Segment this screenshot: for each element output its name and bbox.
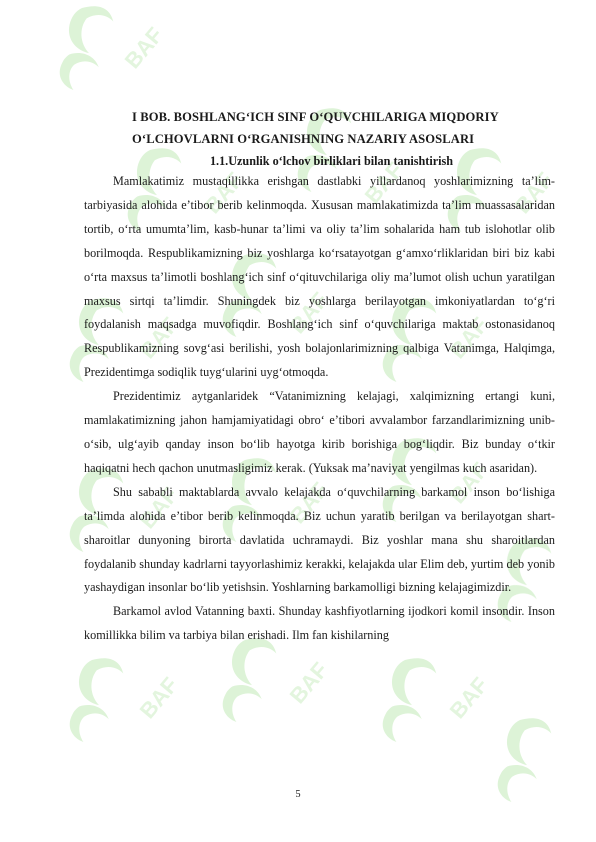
- document-page: [84, 106, 555, 648]
- watermark-text: BAF: [134, 672, 183, 724]
- page-number: 5: [295, 789, 301, 800]
- watermark-text: BAF: [359, 157, 408, 209]
- watermark-text: BAF: [199, 167, 248, 219]
- watermark-text: BAF: [444, 312, 493, 364]
- watermark-text: BAF: [444, 672, 493, 724]
- watermark-text: BAF: [284, 657, 333, 709]
- paragraph-4: Barkamol avlod Vatanning baxti. Shunday kashfiyotlarning ijodkori komil insondir. Inson komillikka bilim va tarbiya bilan erishadi. Ilm fan kishilarning: [84, 604, 555, 643]
- watermark-text: BAF: [509, 167, 558, 219]
- chapter-title-line-2: O‘LCHOVLARNI O‘RGANISHNING NAZARIY ASOSLARI: [132, 132, 475, 146]
- paragraph-1: Mamlakatimiz mustaqillikka erishgan dastlabki yillardanoq yoshlarimizning ta’lim-tarbiyasida alohida e’tibor berib kelinmoqda. Xususan mamlakatimizda ta’lim muassasalaridan tortib, o‘rta umumta’lim, kasb-hunar ta’limi va oliy ta’lim sohalarida ham tub islohotlar olib borilmoqda. Respublikamizning biz yoshlarga ko‘rsatayotgan g‘amxo‘rliklaridan biri biz kabi o‘rta maxsus ta’limotli boshlang‘ich sinf o‘qituvchilariga oliy ma’lumot olish uchun yaratilgan maxsus sirtqi ta’limdir. Shuningdek biz yoshlarga berilayotgan imkoniyatlardan to‘g‘ri foydalanish maqsadga muvofiqdir. Boshlang‘ich sinf o‘quvchilariga maktab ostonasidanoq Respublikamizning sovg‘asi berilishi, yosh bolajonlarimizning qalbiga Vatanimga, Halqimga, Prezidentimga sodiqlik tuyg‘ularini uyg‘otmoqda.: [84, 174, 555, 380]
- watermark-text: BAF: [284, 477, 333, 529]
- watermark-text: BAF: [134, 482, 183, 534]
- paragraph-2: Prezidentimiz aytganlaridek “Vatanimizning kelajagi, xalqimizning ertangi kuni, mamlakatimizning jahon hamjamiyatidagi obro‘ e’tibori avvalambor farzandlarimizning unib-o‘sib, ulg‘ayib qanday inson bo‘lib hayotga kirib borishiga bog‘liqdir. Biz bunday o‘tkir haqiqatni hech qachon unutmasligimiz kerak. (Yuksak ma’naviyat yengilmas kuch asaridan).: [84, 389, 555, 475]
- section-title: 1.1.Uzunlik o‘lchov birliklari bilan tanishtirish: [209, 154, 454, 168]
- paragraph-3: Shu sababli maktablarda avvalo kelajakda o‘quvchilarning barkamol inson bo‘lishiga ta’limda alohida e’tibor berib kelinmoqda. Biz uchun yaratib berilgan va berilayotgan shart-sharoitlar dunyoning birorta davlatida uchramaydi. Biz yoshlar mana shu sharoitlardan foydalanib shunday kadrlarni tayyorlashimiz kerakki, kelajakda ular Elim deb, yurtim deb yonib yashaydigan insonlar bo‘lib yetishsin. Yoshlarning barkamolligi bizning kelajagimizdir.: [84, 484, 555, 595]
- watermark-text: BAF: [119, 22, 168, 74]
- watermark-text: BAF: [284, 287, 333, 339]
- watermark-text: BAF: [444, 457, 493, 509]
- chapter-title-line-1: I BOB. BOSHLANG‘ICH SINF O‘QUVCHILARIGA MIQDORIY: [132, 110, 499, 124]
- watermark-text: BAF: [134, 312, 183, 364]
